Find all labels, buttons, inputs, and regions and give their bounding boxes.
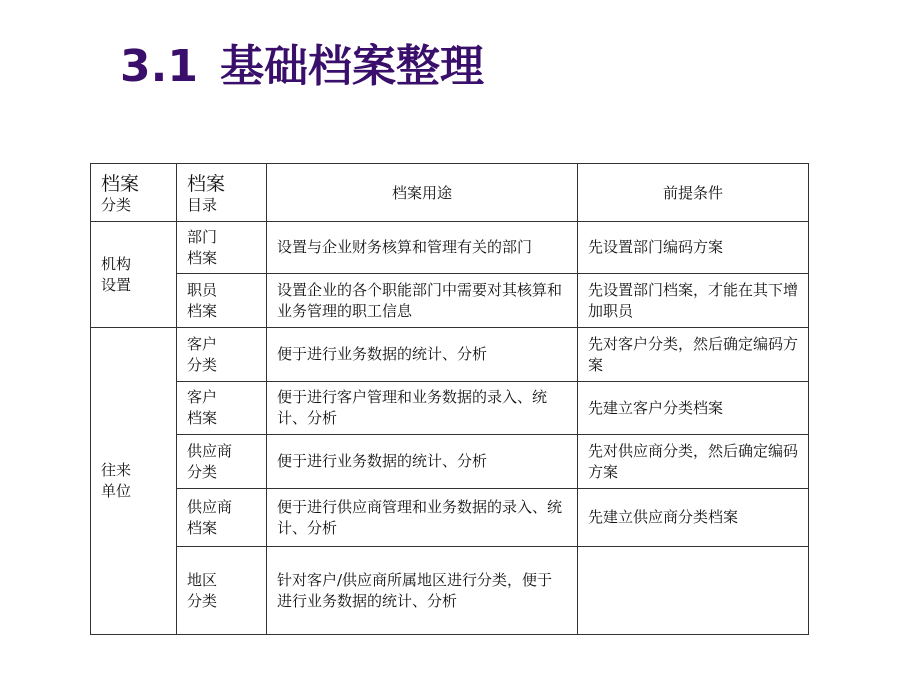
table-header-row: [91, 164, 809, 222]
table-row: [91, 222, 809, 274]
header-category-top: 档案: [101, 173, 140, 195]
purpose-cell: 设置与企业财务核算和管理有关的部门: [267, 222, 578, 274]
header-prerequisite: 前提条件: [578, 164, 809, 222]
table-row: [91, 489, 809, 547]
section-number: 3.1: [120, 41, 198, 92]
catalog-cell: 供应商 档案: [177, 489, 267, 547]
header-purpose: 档案用途: [267, 164, 578, 222]
table-row: [91, 382, 809, 435]
header-catalog: [177, 164, 267, 222]
catalog-cell: 供应商 分类: [177, 435, 267, 489]
prerequisite-cell: 先设置部门编码方案: [578, 222, 809, 274]
table-body: [91, 222, 809, 635]
purpose-cell: 便于进行业务数据的统计、分析: [267, 435, 578, 489]
catalog-cell: 地区 分类: [177, 547, 267, 635]
category-cell: 往来 单位: [91, 328, 177, 635]
table-row: [91, 328, 809, 382]
category-cell: 机构 设置: [91, 222, 177, 328]
catalog-cell: 客户 档案: [177, 382, 267, 435]
header-catalog-bottom: 目录: [187, 196, 218, 214]
catalog-cell: 部门 档案: [177, 222, 267, 274]
section-title: 基础档案整理: [219, 41, 484, 92]
header-catalog-top: 档案: [187, 173, 226, 195]
purpose-cell: 针对客户/供应商所属地区进行分类，便于进行业务数据的统计、分析: [267, 547, 578, 635]
purpose-cell: 便于进行客户管理和业务数据的录入、统计、分析: [267, 382, 578, 435]
prerequisite-cell: 先建立客户分类档案: [578, 382, 809, 435]
purpose-cell: 便于进行供应商管理和业务数据的录入、统计、分析: [267, 489, 578, 547]
prerequisite-cell: 先建立供应商分类档案: [578, 489, 809, 547]
prerequisite-cell: 先设置部门档案，才能在其下增加职员: [578, 274, 809, 328]
header-category: [91, 164, 177, 222]
prerequisite-cell: 先对客户分类，然后确定编码方案: [578, 328, 809, 382]
table-row: [91, 274, 809, 328]
page-title: [120, 30, 484, 94]
table-row: [91, 547, 809, 635]
prerequisite-cell: [578, 547, 809, 635]
header-category-bottom: 分类: [101, 196, 132, 214]
catalog-cell: 客户 分类: [177, 328, 267, 382]
purpose-cell: 设置企业的各个职能部门中需要对其核算和业务管理的职工信息: [267, 274, 578, 328]
catalog-cell: 职员 档案: [177, 274, 267, 328]
archive-table: [90, 163, 809, 635]
purpose-cell: 便于进行业务数据的统计、分析: [267, 328, 578, 382]
table-row: [91, 435, 809, 489]
prerequisite-cell: 先对供应商分类，然后确定编码方案: [578, 435, 809, 489]
